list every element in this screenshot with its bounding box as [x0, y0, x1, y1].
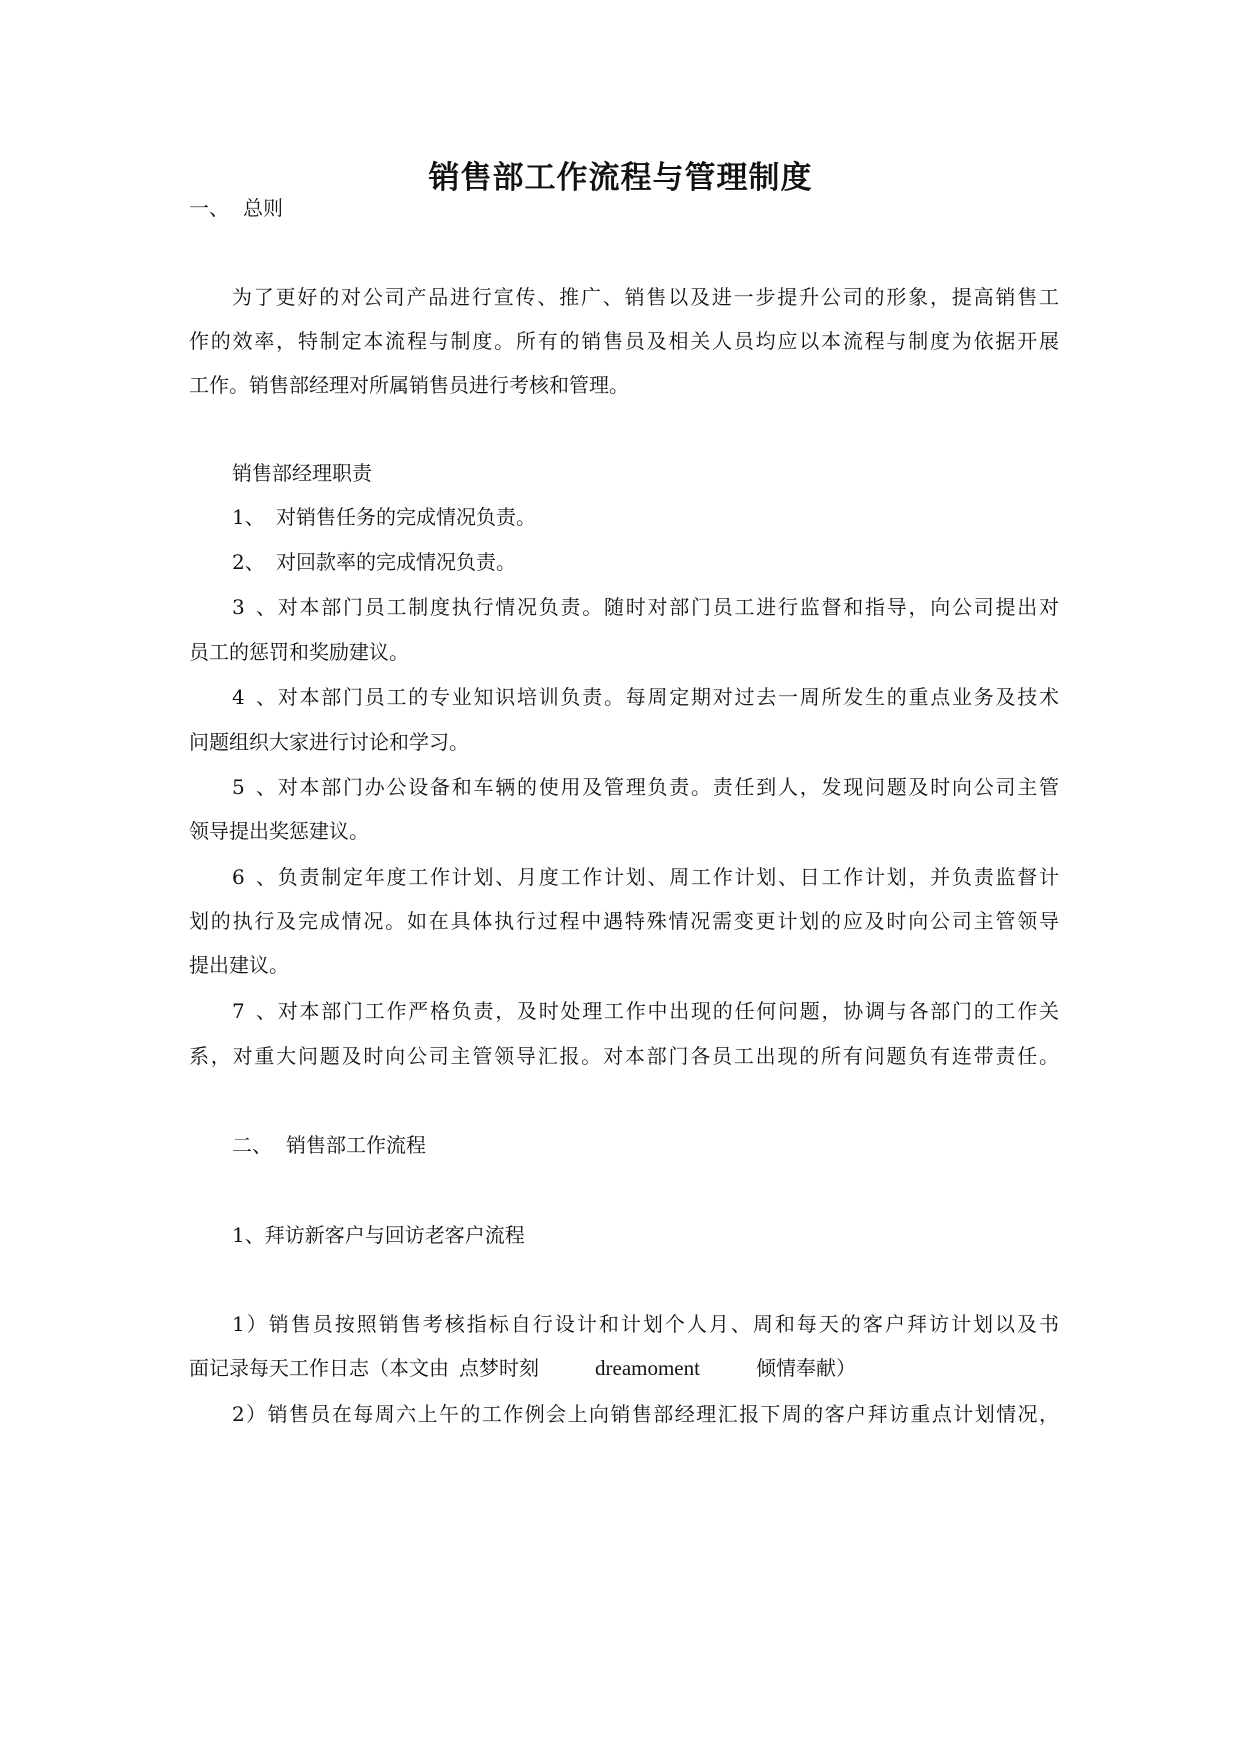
document-title: 销售部工作流程与管理制度: [428, 160, 813, 196]
step-text: 倾情奉献）: [755, 1356, 856, 1380]
step-text: 点梦时刻: [459, 1356, 539, 1380]
duty-number: 7、: [232, 999, 276, 1023]
duty-text: 对销售任务的完成情况负责。: [276, 505, 536, 529]
manager-duties-heading: 销售部经理职责: [232, 461, 372, 485]
duty-item-4-cont: 问题组织大家进行讨论和学习。: [189, 730, 469, 754]
section-number: 二、: [232, 1133, 272, 1157]
duty-number: 6、: [232, 865, 276, 889]
duty-item-6-cont: 划的执行及完成情况。如在具体执行过程中遇特殊情况需变更计划的应及时向公司主管领导: [189, 909, 1059, 933]
duty-number: 5、: [232, 775, 276, 799]
step-text-latin: dreamoment: [595, 1356, 700, 1380]
step-text: 面记录每天工作日志（本文由: [189, 1356, 449, 1380]
intro-line-2: 作的效率，特制定本流程与制度。所有的销售员及相关人员均应以本流程与制度为依据开展: [189, 329, 1059, 353]
duty-text: 对本部门办公设备和车辆的使用及管理负责。责任到人，发现问题及时向公司主管: [276, 775, 1059, 799]
process-step-1-line-2: [189, 1353, 1059, 1383]
duty-item-7: [232, 996, 1059, 1026]
duty-item-5-cont: 领导提出奖惩建议。: [189, 819, 369, 843]
intro-line-3: 工作。销售部经理对所属销售员进行考核和管理。: [189, 373, 629, 397]
duty-item-2: [232, 547, 1102, 577]
duty-number: 2、: [232, 550, 265, 574]
duty-item-3-cont: 员工的惩罚和奖励建议。: [189, 640, 409, 664]
duty-text: 对本部门员工的专业知识培训负责。每周定期对过去一周所发生的重点业务及技术: [276, 685, 1059, 709]
duty-number: 3、: [232, 595, 276, 619]
section-heading-general: [189, 193, 1059, 223]
duty-text: 对本部门工作严格负责，及时处理工作中出现的任何问题，协调与各部门的工作关: [276, 999, 1059, 1023]
duty-text: 对回款率的完成情况负责。: [276, 550, 516, 574]
section-heading-process: [232, 1130, 1102, 1160]
process-heading-visit: 1、拜访新客户与回访老客户流程: [232, 1223, 525, 1247]
duty-item-6-cont2: 提出建议。: [189, 953, 289, 977]
section-title: 总则: [243, 196, 283, 220]
duty-number: 1、: [232, 505, 265, 529]
process-step-2-line-1: 2）销售员在每周六上午的工作例会上向销售部经理汇报下周的客户拜访重点计划情况，: [232, 1402, 1059, 1426]
duty-number: 4、: [232, 685, 276, 709]
intro-line-1: 为了更好的对公司产品进行宣传、推广、销售以及进一步提升公司的形象，提高销售工: [232, 285, 1059, 309]
duty-item-3: [232, 592, 1059, 622]
section-number: 一、: [189, 196, 229, 220]
duty-item-5: [232, 772, 1059, 802]
duty-item-7-cont: 系，对重大问题及时向公司主管领导汇报。对本部门各员工出现的所有问题负有连带责任。: [189, 1044, 1059, 1068]
duty-text: 对本部门员工制度执行情况负责。随时对部门员工进行监督和指导，向公司提出对: [276, 595, 1059, 619]
duty-text: 负责制定年度工作计划、月度工作计划、周工作计划、日工作计划，并负责监督计: [276, 865, 1059, 889]
section-title: 销售部工作流程: [286, 1133, 426, 1157]
duty-item-4: [232, 682, 1059, 712]
duty-item-6: [232, 862, 1059, 892]
process-step-1-line-1: 1）销售员按照销售考核指标自行设计和计划个人月、周和每天的客户拜访计划以及书: [232, 1312, 1059, 1336]
duty-item-1: [232, 502, 1102, 532]
